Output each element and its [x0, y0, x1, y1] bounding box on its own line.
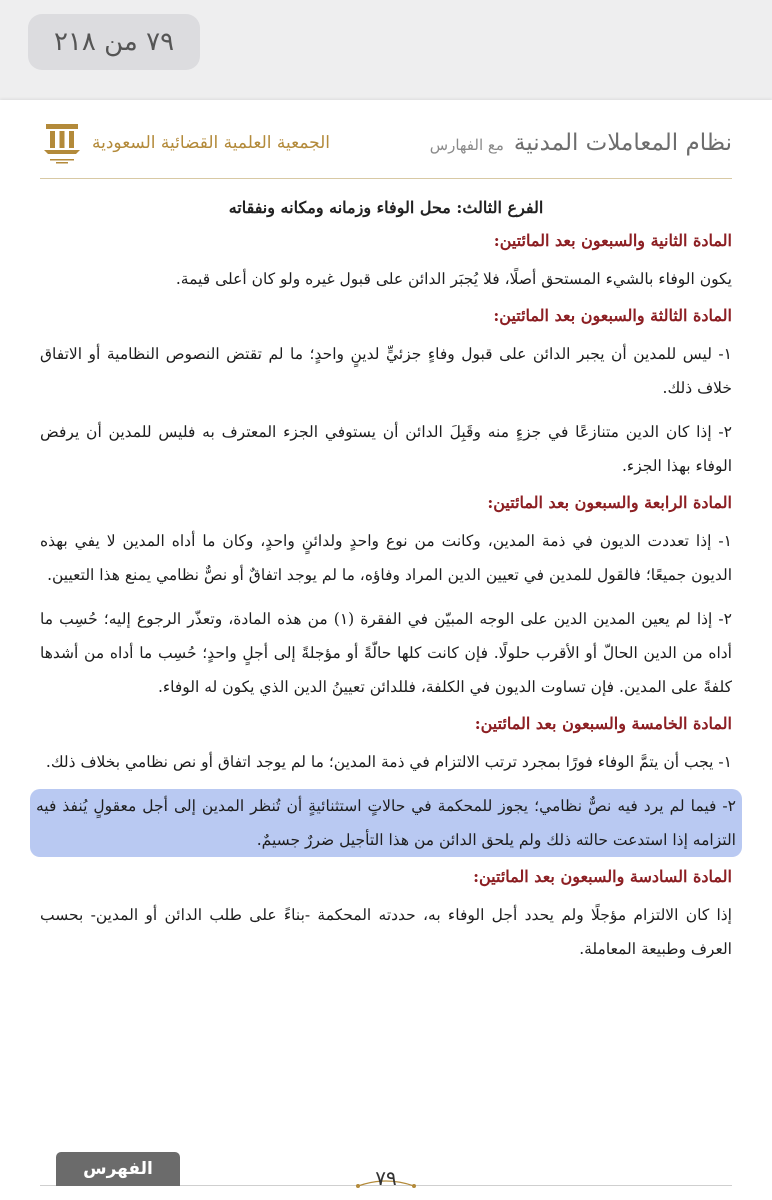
- article-title: المادة السادسة والسبعون بعد المائتين:: [473, 867, 732, 886]
- article-paragraph: ١- يجب أن يتمَّ الوفاء فورًا بمجرد ترتب الالتزام في ذمة المدين؛ ما لم يوجد اتفاق أو نص نظامي بخلاف ذلك.: [45, 753, 732, 771]
- article-275: [36, 714, 736, 857]
- article-272: [40, 231, 732, 296]
- society-branding: [40, 120, 330, 166]
- article-276: [40, 867, 732, 966]
- page-number: ٧٩: [375, 1166, 397, 1190]
- header-divider: [40, 178, 732, 179]
- page-content: [36, 198, 736, 976]
- society-logo-icon: [40, 120, 84, 166]
- society-name: الجمعية العلمية القضائية السعودية: [92, 133, 331, 153]
- article-title: المادة الخامسة والسبعون بعد المائتين:: [474, 714, 732, 733]
- law-title-block: [430, 130, 732, 156]
- law-subtitle: مع الفهارس: [429, 136, 504, 154]
- article-title: المادة الرابعة والسبعون بعد المائتين:: [487, 493, 732, 512]
- highlighted-paragraph[interactable]: ٢- فيما لم يرد فيه نصٌّ نظامي؛ يجوز للمحكمة في حالاتٍ استثنائيةٍ أن تُنظر المدين إلى أجل معقولٍ يُنفذ فيه التزامه إذا استدعت حالته ذلك ولم يلحق الدائن من هذا التأجيل ضررٌ جسيمٌ.: [30, 789, 742, 857]
- article-title: المادة الثانية والسبعون بعد المائتين:: [493, 231, 732, 250]
- article-paragraph: ١- ليس للمدين أن يجبر الدائن على قبول وفاءٍ جزئيٍّ لدينٍ واحدٍ؛ ما لم تقتض النصوص النظامية أو الاتفاق خلاف ذلك.: [40, 345, 732, 397]
- article-274: [40, 493, 732, 704]
- document-page: [0, 100, 772, 1200]
- article-paragraph: يكون الوفاء بالشيء المستحق أصلًا، فلا يُجبَر الدائن على قبول غيره ولو كان أعلى قيمة.: [175, 270, 732, 288]
- page-footer: [0, 1140, 772, 1200]
- page-indicator[interactable]: ٧٩ من ٢١٨: [28, 14, 200, 70]
- law-title: نظام المعاملات المدنية: [513, 130, 732, 156]
- index-button[interactable]: الفهرس: [56, 1152, 180, 1186]
- section-title: الفرع الثالث: محل الوفاء وزمانه ومكانه ونفقاته: [228, 198, 544, 217]
- article-paragraph: إذا كان الالتزام مؤجلًا ولم يحدد أجل الوفاء به، حددته المحكمة -بناءً على طلب الدائن أو المدين- بحسب العرف وطبيعة المعاملة.: [40, 906, 732, 958]
- page-header: [40, 114, 732, 172]
- article-paragraph: ١- إذا تعددت الديون في ذمة المدين، وكانت من نوع واحدٍ ولدائنٍ واحدٍ، وكان ما أداه المدين لا يفي بهذه الديون جميعًا؛ فالقول للمدين في تعيين الدين المراد وفاؤه، ما لم يوجد اتفاقٌ أو نصٌّ نظامي يمنع هذا التعيين.: [40, 532, 732, 584]
- article-paragraph: ٢- إذا لم يعين المدين الدين على الوجه المبيّن في الفقرة (١) من هذه المادة، وتعذّر الرجوع إليه؛ حُسِب ما أداه من الدين الحالّ أو الأقرب حلولًا. فإن كانت كلها حالّةً أو مؤجلةً إلى أجلٍ واحدٍ؛ حُسِب ما أداه من أشدها كلفةً على المدين. فإن تساوت الديون في الكلفة، فللدائن تعيينُ الدين الذي يكون له الوفاء.: [40, 610, 732, 696]
- article-title: المادة الثالثة والسبعون بعد المائتين:: [493, 306, 732, 325]
- article-273: [40, 306, 732, 483]
- article-paragraph: ٢- إذا كان الدين متنازعًا في جزءٍ منه وقَبِلَ الدائن أن يستوفي الجزء المعترف به فليس للمدين أن يرفض الوفاء بهذا الجزء.: [40, 423, 732, 475]
